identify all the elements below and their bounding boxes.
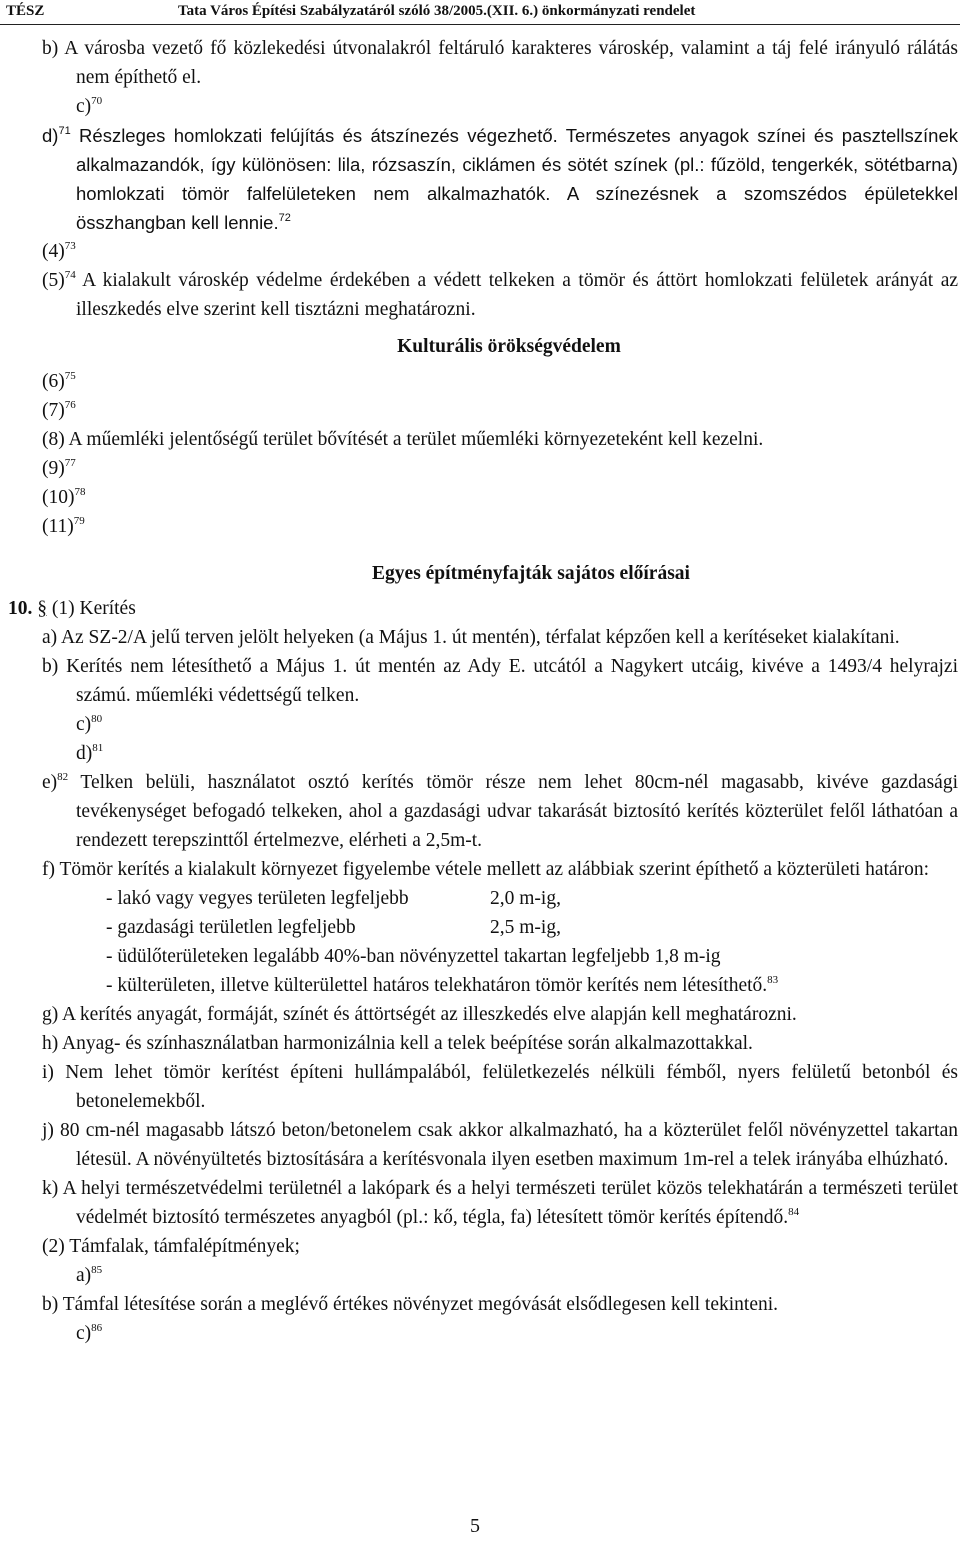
fence-item-d (42, 739, 958, 768)
footnote-ref: 84 (788, 1206, 800, 1218)
paragraph-11 (42, 512, 958, 541)
footnote-ref: 75 (64, 370, 76, 382)
fence-height-value: 2,5 m-ig, (490, 917, 561, 938)
footnote-ref: 73 (64, 240, 76, 252)
fence-item-e-label: e) (42, 772, 58, 793)
fence-item-e (42, 768, 958, 855)
fence-item-c (42, 710, 958, 739)
paragraph-5-text: A kialakult városkép védelme érdekében a védett telkeken a tömör és áttört homlokzati felületek arányát az illeszkedés elve szerint kell tisztázni meghatározni. (75, 270, 958, 320)
footnote-ref: 85 (91, 1264, 103, 1276)
paragraph-9 (42, 454, 958, 483)
footnote-ref: 81 (92, 742, 104, 754)
section-heading-building-types: Egyes építményfajták sajátos előírásai (372, 563, 690, 584)
paragraph-7 (42, 396, 958, 425)
fence-item-b: b) Kerítés nem létesíthető a Május 1. út mentén az Ady E. utcától a Nagykert utcáig, kivéve a 1493/4 helyrajzi számú. műemléki védettségű telken. (42, 656, 958, 706)
fence-height-row (42, 971, 958, 1000)
fence-height-row (42, 884, 958, 913)
fence-item-a: a) Az SZ-2/A jelű terven jelölt helyeken (a Május 1. út mentén), térfalat képzően kell a kerítéseket kialakítani. (42, 627, 900, 648)
fence-height-value: 2,0 m-ig, (490, 888, 561, 909)
fence-item-g: g) A kerítés anyagát, formáját, színét és áttörtségét az illeszkedés elve alapján kell meghatározni. (42, 1004, 797, 1025)
footnote-ref: 86 (91, 1322, 103, 1334)
footnote-ref: 71 (58, 125, 71, 137)
footnote-ref: 70 (91, 95, 103, 107)
paragraph-4-label: (4) (42, 241, 65, 262)
footnote-ref: 74 (64, 269, 76, 281)
fence-item-k (42, 1174, 958, 1232)
fence-height-label: - lakó vagy vegyes területen legfeljebb (106, 888, 409, 909)
fence-height-row: - üdülőterületeken legalább 40%-ban növényzettel takartan legfeljebb 1,8 m-ig (106, 946, 721, 967)
paragraph-10 (42, 483, 958, 512)
paragraph-4 (42, 237, 958, 266)
fence-item-e-text: Telken belüli, használatot osztó kerítés tömör része nem lehet 80cm-nél magasabb, kivéve gazdasági tevékenységet befogadó telkeken, ahol a gazdasági udvar takarását biztosító kerítés közterület felől láthatóan a rendezett terepszinttől értelmezve, elérheti a 2,5m-t. (68, 772, 958, 851)
fence-item-i: i) Nem lehet tömör kerítést építeni hullámpalából, felületkezelés nélküli fémből, nyers felületű betonból és betonelemekből. (42, 1062, 958, 1112)
retaining-wall-item-c-label: c) (76, 1323, 92, 1344)
section-number: 10. (8, 598, 33, 619)
paragraph-d-label: d) (42, 125, 59, 146)
paragraph-7-label: (7) (42, 400, 65, 421)
footnote-ref: 80 (91, 713, 103, 725)
page-number: 5 (470, 1515, 480, 1537)
fence-item-c-label: c) (76, 714, 92, 735)
paragraph-6 (42, 367, 958, 396)
paragraph-6-label: (6) (42, 371, 65, 392)
footnote-ref: 78 (74, 486, 86, 498)
fence-item-k-text: k) A helyi természetvédelmi területnél a lakópark és a helyi természeti terület közös telekhatárán a természeti terület védelmét biztosító természetes anyagból (pl.: kő, tégla, fa) létesített tömör kerítés építendő. (42, 1178, 958, 1228)
retaining-wall-item-a (42, 1261, 958, 1290)
retaining-wall-item-a-label: a) (76, 1265, 92, 1286)
paragraph-11-label: (11) (42, 516, 74, 537)
footnote-ref: 77 (64, 457, 76, 469)
paragraph-d-text: Részleges homlokzati felújítás és átszínezés végezhető. Természetes anyagok színei és pasztellszínek alkalmazandók, így különösen: lila, rózsaszín, ciklámen és sötét színek (pl.: fűzöld, tengerkék, sötétbarna) homlokzati tömör falfelületeken nem alkalmazhatók. A színezésnek a szomszédos épületekkel összhangban kell lennie. (70, 125, 958, 233)
fence-height-label: - gazdasági területlen legfeljebb (106, 917, 356, 938)
paragraph-5-label: (5) (42, 270, 65, 291)
fence-item-f: f) Tömör kerítés a kialakult környezet figyelembe vétele mellett az alábbiak szerint építhető a közterületi határon: (42, 859, 930, 880)
fence-item-h: h) Anyag- és színhasználatban harmonizálnia kell a telek beépítése során alkalmazottakkal. (42, 1033, 753, 1054)
section-10-title (8, 594, 958, 623)
header-rule (0, 24, 960, 25)
fence-item-d-label: d) (76, 743, 93, 764)
paragraph-5 (42, 266, 958, 324)
fence-item-j: j) 80 cm-nél magasabb látszó beton/betonelem csak akkor alkalmazható, ha a közterület felől növényzettel takartan létesül. A növényültetés biztosítására a kerítésvonala ilyen esetben maximum 1m-rel a telek irányába elhúzható. (42, 1120, 958, 1170)
paragraph-d (42, 121, 958, 237)
paragraph-9-label: (9) (42, 458, 65, 479)
footnote-ref: 83 (767, 974, 779, 986)
paragraph-8: (8) A műemléki jelentőségű terület bővítését a terület műemléki környezeteként kell kezelni. (42, 429, 764, 450)
paragraph-c-label: c) (76, 96, 92, 117)
fence-height-row (42, 913, 958, 942)
retaining-wall-item-b: b) Támfal létesítése során a meglévő értékes növényzet megóvását elsődlegesen kell tekinteni. (42, 1294, 779, 1315)
section-title: (1) Kerítés (47, 598, 136, 619)
retaining-wall-item-c (42, 1319, 958, 1348)
fence-height-text: - külterületen, illetve külterülettel határos telekhatáron tömör kerítés nem létesíthető. (106, 975, 768, 996)
footnote-ref: 79 (73, 515, 85, 527)
header-left-label: TÉSZ (6, 3, 45, 19)
footnote-ref: 82 (57, 771, 69, 783)
page-header (0, 0, 960, 22)
footnote-ref: 72 (278, 212, 291, 224)
document-body (8, 34, 958, 1348)
section-symbol: § (37, 598, 47, 619)
footnote-ref: 76 (64, 399, 76, 411)
section-2-title: (2) Támfalak, támfalépítmények; (42, 1236, 300, 1257)
paragraph-c (42, 92, 958, 121)
section-heading-cultural-heritage: Kulturális örökségvédelem (397, 336, 621, 357)
paragraph-10-label: (10) (42, 487, 75, 508)
paragraph-b: b) A városba vezető fő közlekedési útvonalakról feltáruló karakteres városkép, valamint a táj felé irányuló rálátás nem építhető el. (42, 38, 958, 88)
header-title: Tata Város Építési Szabályzatáról szóló 38/2005.(XII. 6.) önkormányzati rendelet (178, 3, 696, 19)
